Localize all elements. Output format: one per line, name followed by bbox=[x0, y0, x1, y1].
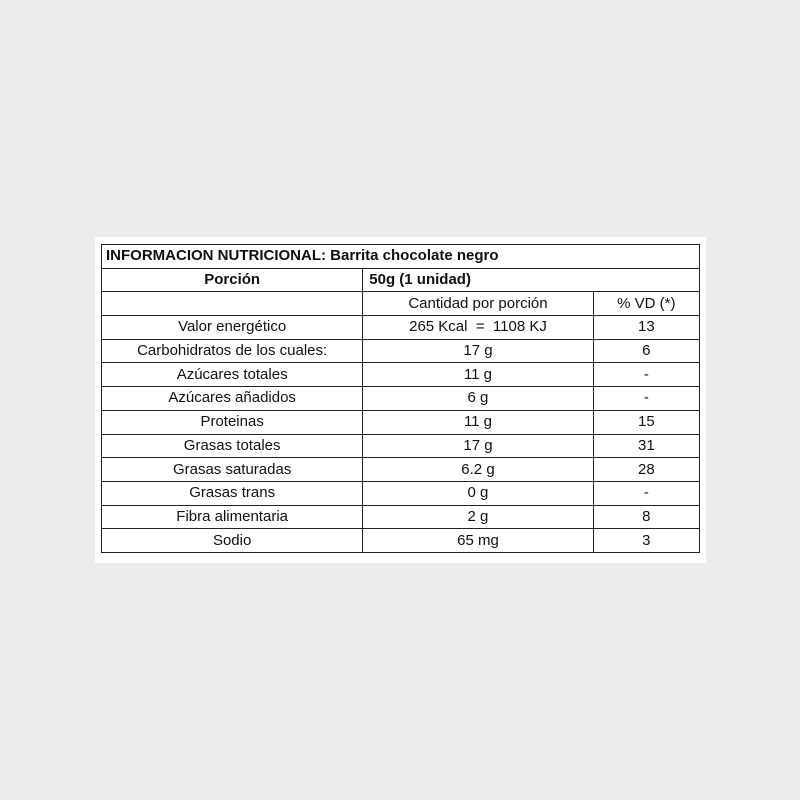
nutrient-vd: 31 bbox=[593, 434, 699, 458]
nutrient-name: Valor energético bbox=[102, 316, 363, 340]
nutrient-vd: 28 bbox=[593, 458, 699, 482]
nutrient-vd: - bbox=[593, 481, 699, 505]
nutrient-amount: 6 g bbox=[363, 387, 593, 411]
nutrient-vd: 15 bbox=[593, 410, 699, 434]
table-row bbox=[102, 529, 700, 553]
nutrient-amount: 17 g bbox=[363, 339, 593, 363]
table-row bbox=[102, 363, 700, 387]
nutrient-name: Grasas totales bbox=[102, 434, 363, 458]
nutrient-amount: 6.2 g bbox=[363, 458, 593, 482]
nutrient-amount: 65 mg bbox=[363, 529, 593, 553]
nutrient-vd: - bbox=[593, 363, 699, 387]
table-row bbox=[102, 505, 700, 529]
portion-label: Porción bbox=[102, 268, 363, 292]
nutrient-name: Sodio bbox=[102, 529, 363, 553]
nutrient-vd: 8 bbox=[593, 505, 699, 529]
header-vd: % VD (*) bbox=[593, 292, 699, 316]
nutrient-name: Azúcares añadidos bbox=[102, 387, 363, 411]
table-row bbox=[102, 316, 700, 340]
nutrient-amount: 265 Kcal = 1108 KJ bbox=[363, 316, 593, 340]
table-row bbox=[102, 339, 700, 363]
table-row bbox=[102, 387, 700, 411]
table-row bbox=[102, 458, 700, 482]
nutrient-name: Carbohidratos de los cuales: bbox=[102, 339, 363, 363]
nutrient-name: Grasas saturadas bbox=[102, 458, 363, 482]
table-row bbox=[102, 434, 700, 458]
nutrient-vd: - bbox=[593, 387, 699, 411]
nutrient-amount: 0 g bbox=[363, 481, 593, 505]
header-nutrient bbox=[102, 292, 363, 316]
portion-value: 50g (1 unidad) bbox=[363, 268, 700, 292]
nutrient-amount: 11 g bbox=[363, 363, 593, 387]
header-amount: Cantidad por porción bbox=[363, 292, 593, 316]
title-row bbox=[102, 245, 700, 269]
nutrition-panel bbox=[95, 237, 706, 563]
header-row bbox=[102, 292, 700, 316]
nutrient-vd: 13 bbox=[593, 316, 699, 340]
nutrient-vd: 3 bbox=[593, 529, 699, 553]
table-row bbox=[102, 481, 700, 505]
nutrient-amount: 17 g bbox=[363, 434, 593, 458]
portion-row bbox=[102, 268, 700, 292]
nutrient-name: Grasas trans bbox=[102, 481, 363, 505]
nutrient-amount: 11 g bbox=[363, 410, 593, 434]
table-row bbox=[102, 410, 700, 434]
nutrient-vd: 6 bbox=[593, 339, 699, 363]
nutrient-name: Proteinas bbox=[102, 410, 363, 434]
nutrient-name: Fibra alimentaria bbox=[102, 505, 363, 529]
nutrient-amount: 2 g bbox=[363, 505, 593, 529]
nutrition-table bbox=[101, 244, 700, 553]
table-title: INFORMACION NUTRICIONAL: Barrita chocolate negro bbox=[102, 245, 700, 269]
nutrient-name: Azúcares totales bbox=[102, 363, 363, 387]
